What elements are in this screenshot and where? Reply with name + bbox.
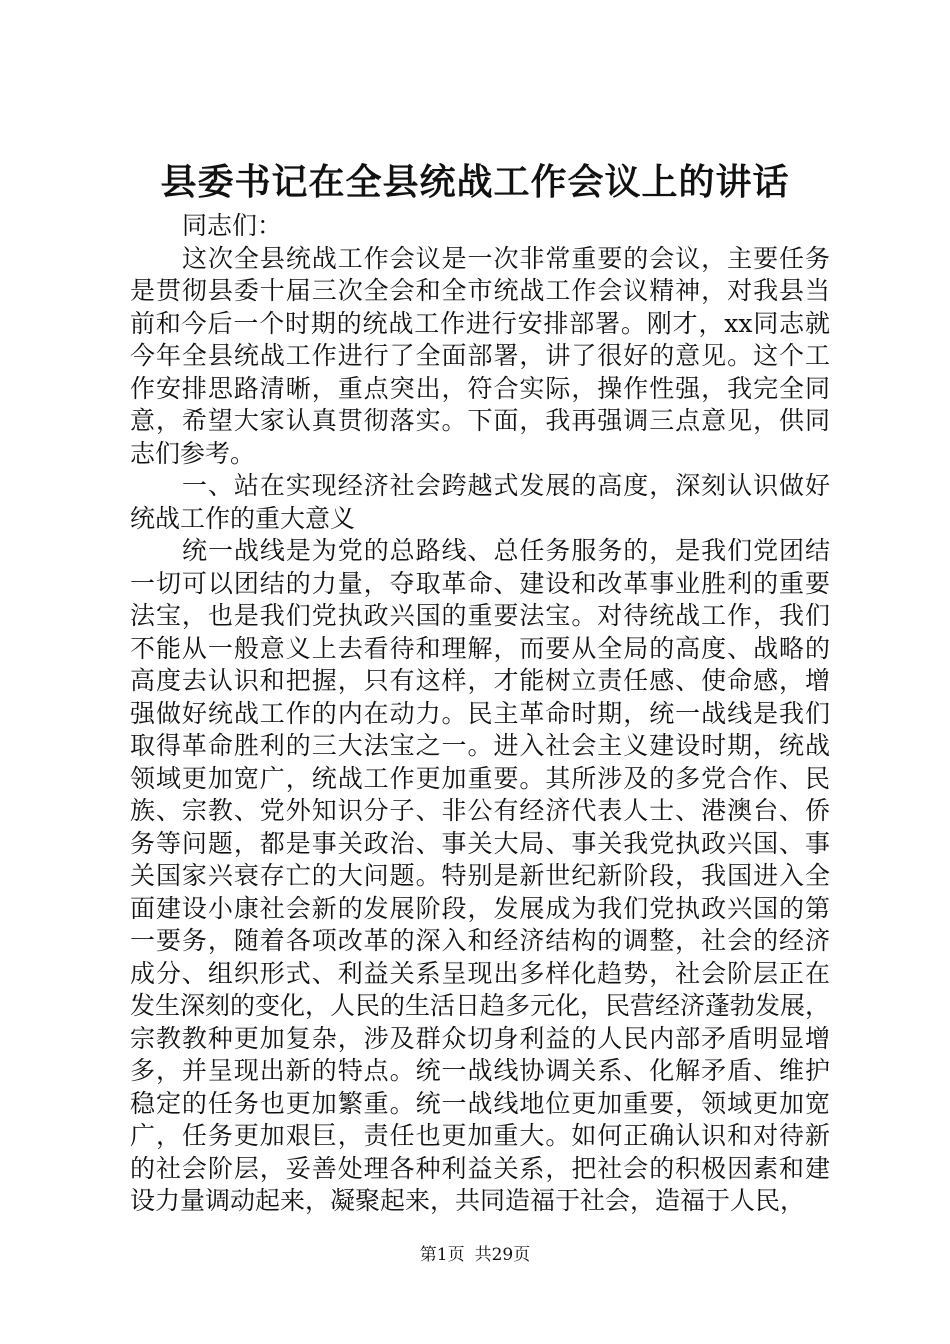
paragraph-line: 是贯彻县委十届三次全会和全市统战工作会议精神，对我县当	[130, 276, 830, 305]
paragraph-line: 今年全县统战工作进行了全面部署，讲了很好的意见。这个工	[130, 341, 830, 370]
paragraph-line: 前和今后一个时期的统战工作进行安排部署。刚才，xx同志就	[130, 308, 830, 338]
page-total: 共29页	[474, 1245, 531, 1265]
paragraph-line: 稳定的任务也更加繁重。统一战线地位更加重要，领域更加宽	[130, 1088, 830, 1118]
paragraph-line: 的社会阶层，妥善处理各种利益关系，把社会的积极因素和建	[130, 1153, 830, 1183]
paragraph-line: 强做好统战工作的内在动力。民主革命时期，统一战线是我们	[130, 698, 830, 728]
paragraph-first-line: 同志们：	[182, 211, 283, 240]
paragraph-first-line: 一、站在实现经济社会跨越式发展的高度，深刻认识做好	[182, 471, 830, 500]
paragraph-line: 发生深刻的变化，人民的生活日趋多元化，民营经济蓬勃发展，	[130, 991, 831, 1020]
paragraph-line: 不能从一般意义上去看待和理解，而要从全局的高度、战略的	[130, 633, 830, 663]
paragraph-line: 法宝，也是我们党执政兴国的重要法宝。对待统战工作，我们	[130, 601, 830, 630]
paragraph-first-line: 统一战线是为党的总路线、总任务服务的，是我们党团结	[182, 536, 830, 565]
paragraph-line: 关国家兴衰存亡的大问题。特别是新世纪新阶段，我国进入全	[130, 861, 830, 890]
page-footer	[0, 1243, 950, 1267]
paragraph-line: 面建设小康社会新的发展阶段，发展成为我们党执政兴国的第	[130, 893, 830, 923]
paragraph-line: 意，希望大家认真贯彻落实。下面，我再强调三点意见，供同	[130, 406, 830, 435]
document-body	[130, 210, 830, 1218]
paragraph-line: 宗教教种更加复杂，涉及群众切身利益的人民内部矛盾明显增	[130, 1023, 830, 1053]
paragraph-line: 成分、组织形式、利益关系呈现出多样化趋势，社会阶层正在	[130, 958, 830, 988]
paragraph-line: 多，并呈现出新的特点。统一战线协调关系、化解矛盾、维护	[130, 1056, 830, 1085]
paragraph-line: 一要务，随着各项改革的深入和经济结构的调整，社会的经济	[130, 926, 830, 955]
paragraph-line: 设力量调动起来，凝聚起来，共同造福于社会，造福于人民，	[130, 1186, 806, 1215]
paragraph-line: 作安排思路清晰，重点突出，符合实际，操作性强，我完全同	[130, 373, 830, 403]
document-title: 县委书记在全县统战工作会议上的讲话	[160, 161, 790, 203]
page-number: 第1页	[419, 1245, 465, 1265]
paragraph-line: 族、宗教、党外知识分子、非公有经济代表人士、港澳台、侨	[130, 796, 830, 825]
paragraph-line: 广，任务更加艰巨，责任也更加重大。如何正确认识和对待新	[130, 1121, 830, 1150]
paragraph-line: 高度去认识和把握，只有这样，才能树立责任感、使命感，增	[130, 666, 830, 695]
paragraph-line: 取得革命胜利的三大法宝之一。进入社会主义建设时期，统战	[130, 731, 830, 760]
paragraph-first-line: 这次全县统战工作会议是一次非常重要的会议，主要任务	[182, 243, 830, 273]
paragraph-line: 统战工作的重大意义	[130, 503, 356, 533]
paragraph-line: 务等问题，都是事关政治、事关大局、事关我党执政兴国、事	[130, 828, 830, 858]
paragraph-line: 志们参考。	[130, 438, 256, 468]
paragraph-line: 一切可以团结的力量，夺取革命、建设和改革事业胜利的重要	[130, 568, 830, 598]
paragraph-line: 领域更加宽广，统战工作更加重要。其所涉及的多党合作、民	[130, 763, 830, 793]
